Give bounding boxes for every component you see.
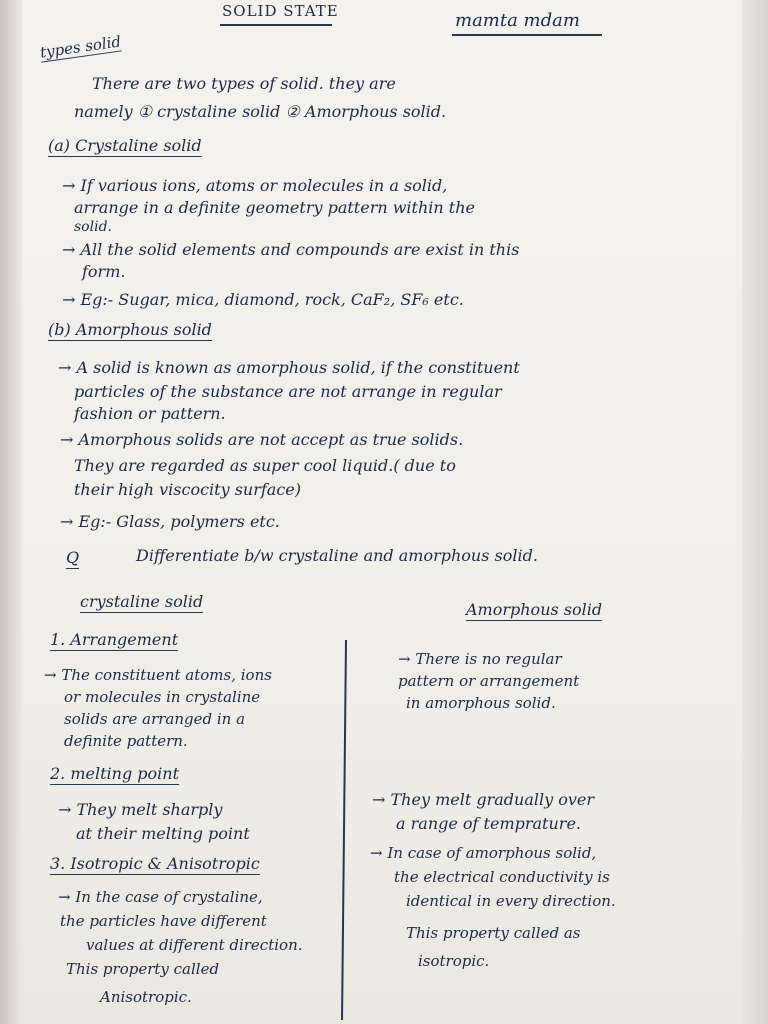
melting-amorphous-line-2: a range of temprature. — [396, 814, 581, 833]
melting-crystalline-line-1: → They melt sharply — [58, 800, 223, 819]
arrangement-amorphous-line-1: → There is no regular — [398, 650, 562, 668]
crystalline-point-1-line-2: arrange in a definite geometry pattern within the — [74, 198, 475, 217]
page-title: SOLID STATE — [222, 2, 339, 20]
amorphous-heading-text: (b) Amorphous solid — [48, 320, 212, 339]
amorphous-point-2-line-3: their high viscocity surface) — [74, 480, 301, 499]
isotropic-label — [50, 856, 260, 872]
isotropic-amorphous-line-2: the electrical conductivity is — [394, 868, 610, 886]
intro-line-2: namely ① crystaline solid ② Amorphous solid. — [74, 102, 447, 121]
melting-point-label-text: 2. melting point — [50, 764, 180, 783]
page-edge — [742, 0, 768, 1024]
arrangement-crystalline-line-2: or molecules in crystaline — [64, 688, 261, 706]
isotropic-crystalline-line-3: values at different direction. — [86, 936, 303, 954]
question-text: Differentiate b/w crystaline and amorphous solid. — [136, 546, 538, 565]
melting-amorphous-line-1: → They melt gradually over — [372, 790, 594, 809]
isotropic-amorphous-line-1: → In case of amorphous solid, — [370, 844, 597, 862]
amorphous-point-2-line-1: → Amorphous solids are not accept as true solids. — [60, 430, 464, 449]
melting-point-label — [50, 766, 179, 782]
arrangement-crystalline-line-3: solids are arranged in a — [64, 710, 246, 728]
column-divider — [341, 640, 347, 1020]
crystalline-heading — [48, 138, 202, 154]
author-name: mamta mdam — [455, 10, 580, 31]
crystalline-point-1-line-3: solid. — [74, 219, 112, 235]
question-marker-text: Q — [66, 548, 80, 567]
isotropic-crystalline-line-4: This property called — [66, 960, 220, 978]
amorphous-point-1-line-1: → A solid is known as amorphous solid, if the constituent — [58, 358, 520, 377]
intro-line-1: There are two types of solid. they are — [92, 74, 396, 93]
isotropic-crystalline-line-2: the particles have different — [60, 912, 267, 930]
isotropic-amorphous-line-4: This property called as — [406, 924, 581, 942]
isotropic-amorphous-line-3: identical in every direction. — [406, 892, 616, 910]
crystalline-column-heading — [80, 594, 203, 610]
arrangement-crystalline-line-1: → The constituent atoms, ions — [44, 666, 272, 684]
isotropic-crystalline-line-1: → In the case of crystaline, — [58, 888, 263, 906]
arrangement-crystalline-line-4: definite pattern. — [64, 732, 188, 750]
crystalline-point-2-line-1: → All the solid elements and compounds are exist in this — [62, 240, 520, 259]
amorphous-point-1-line-2: particles of the substance are not arrange in regular — [74, 382, 502, 401]
amorphous-column-heading — [466, 602, 602, 618]
crystalline-point-2-line-2: form. — [82, 262, 126, 281]
isotropic-crystalline-line-5: Anisotropic. — [100, 988, 192, 1006]
isotropic-label-text: 3. Isotropic & Anisotropic — [50, 854, 260, 873]
page-binding — [0, 0, 22, 1024]
amorphous-example: → Eg:- Glass, polymers etc. — [60, 512, 280, 531]
amorphous-heading — [48, 322, 212, 338]
title-underline — [220, 24, 332, 26]
section-label: types solid — [38, 32, 123, 62]
crystalline-example: → Eg:- Sugar, mica, diamond, rock, CaF₂, SF₆ etc. — [62, 290, 464, 309]
crystalline-column-heading-text: crystaline solid — [80, 592, 204, 611]
arrangement-amorphous-line-3: in amorphous solid. — [406, 694, 556, 712]
author-underline — [452, 34, 602, 36]
arrangement-label — [50, 632, 178, 648]
crystalline-heading-text: (a) Crystaline solid — [48, 136, 202, 155]
amorphous-point-1-line-3: fashion or pattern. — [74, 404, 226, 423]
arrangement-label-text: 1. Arrangement — [50, 630, 179, 649]
amorphous-column-heading-text: Amorphous solid — [466, 600, 603, 619]
melting-crystalline-line-2: at their melting point — [76, 824, 250, 843]
crystalline-point-1-line-1: → If various ions, atoms or molecules in a solid, — [62, 176, 448, 195]
amorphous-point-2-line-2: They are regarded as super cool liquid.( due to — [74, 456, 456, 475]
question-marker — [66, 550, 79, 566]
isotropic-amorphous-line-5: isotropic. — [418, 952, 490, 970]
arrangement-amorphous-line-2: pattern or arrangement — [398, 672, 580, 690]
